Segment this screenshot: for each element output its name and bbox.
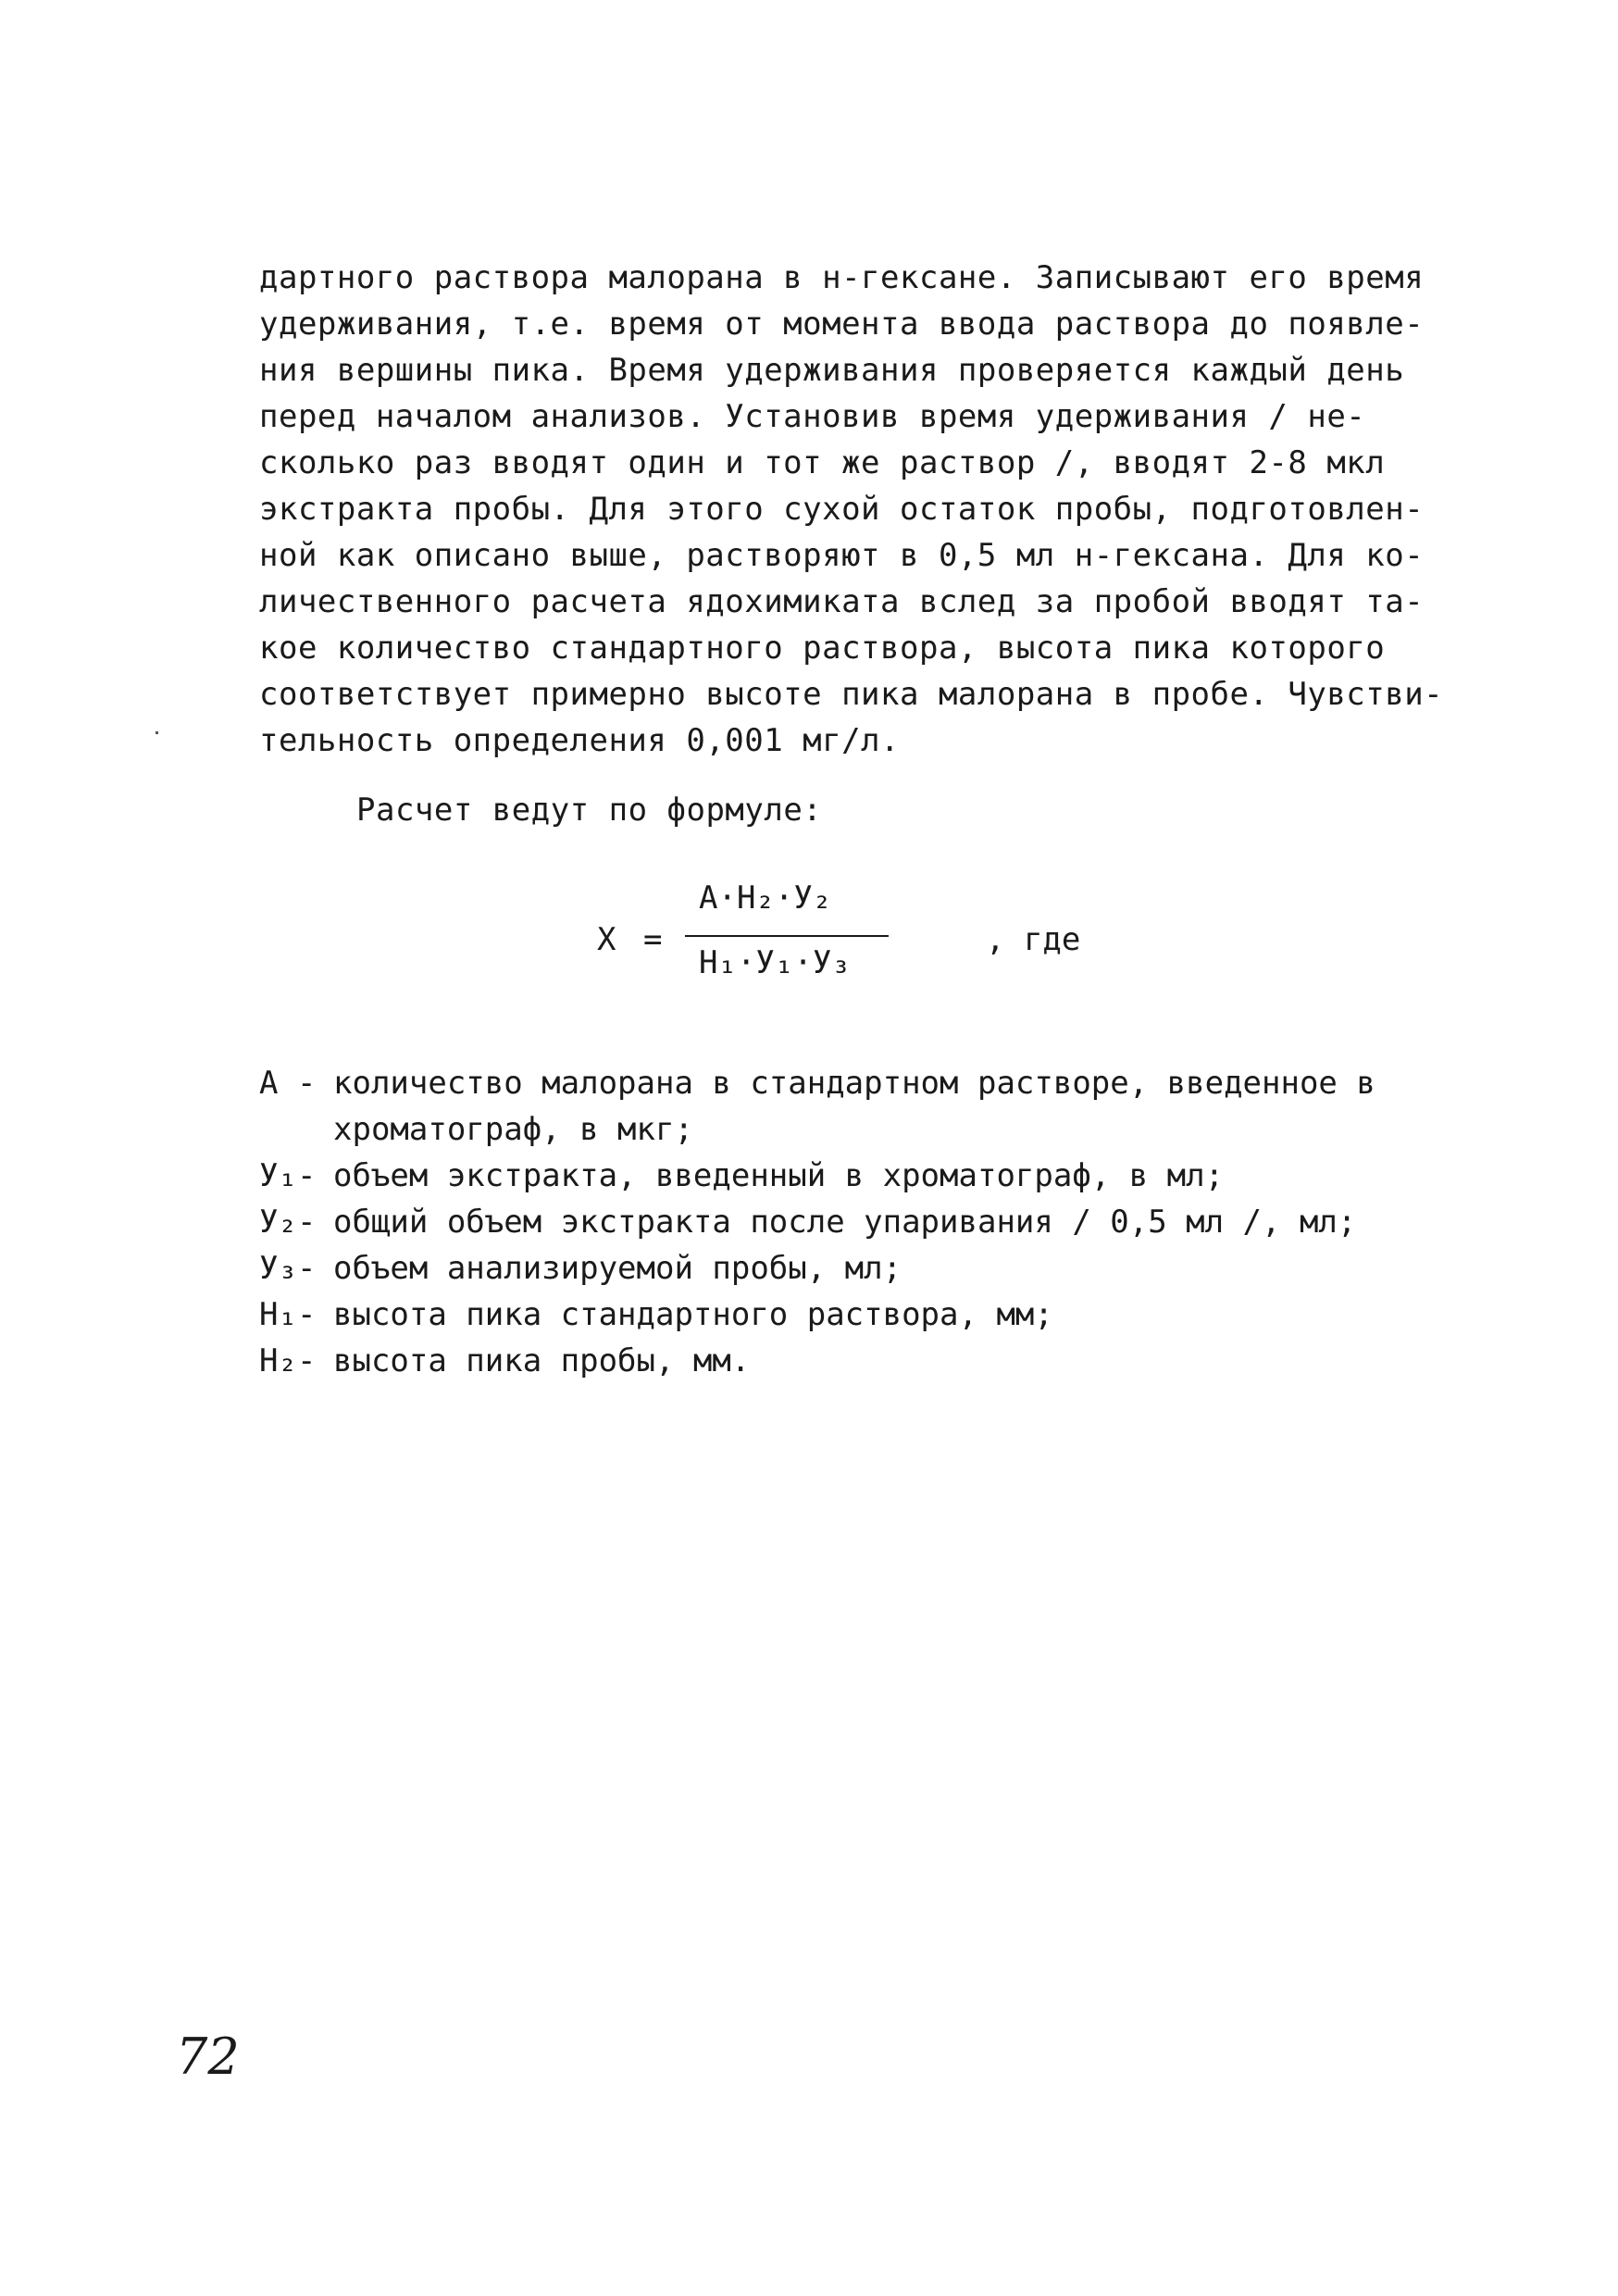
legend-text: высота пика пробы, мм. (333, 1342, 751, 1379)
formula-intro: Расчет ведут по формуле: (356, 792, 823, 829)
formula-where: , где (986, 921, 1081, 958)
legend-text: количество малорана в стандартном растворе, введенное в (333, 1065, 1375, 1102)
paragraph-line: сколько раз вводят один и тот же раствор /, вводят 2-8 мкл (259, 444, 1386, 481)
page-number: 72 (176, 2028, 240, 2086)
legend-item (259, 1292, 1375, 1338)
legend-item (259, 1153, 1375, 1199)
formula-lhs: X (597, 921, 616, 958)
paragraph-line: соответствует примерно высоте пика малорана в пробе. Чувстви- (259, 676, 1444, 713)
paragraph-line: перед началом анализов. Установив время удерживания / не- (259, 398, 1366, 435)
paragraph-line: ной как описано выше, растворяют в 0,5 мл н-гексана. Для ко- (259, 537, 1425, 574)
legend-item (259, 1338, 1375, 1384)
legend-text: общий объем экстракта после упаривания / 0,5 мл /, мл; (333, 1204, 1357, 1241)
variable-legend (259, 1060, 1375, 1384)
legend-text: объем экстракта, введенный в хроматограф, в мл; (333, 1157, 1225, 1194)
legend-symbol: У₁- (259, 1157, 317, 1194)
paragraph-line: тельность определения 0,001 мг/л. (259, 722, 901, 759)
formula (592, 880, 1166, 1018)
legend-text: высота пика стандартного раствора, мм; (333, 1296, 1053, 1333)
formula-equals: = (643, 921, 663, 958)
legend-item (259, 1060, 1375, 1106)
paragraph-line: кое количество стандартного раствора, высота пика которого (259, 630, 1386, 667)
legend-symbol: У₃- (259, 1250, 317, 1287)
legend-item (259, 1199, 1375, 1245)
legend-symbol: H₁- (259, 1296, 317, 1333)
fraction-bar (685, 935, 889, 937)
legend-symbol: A - (259, 1065, 317, 1102)
paragraph-line: личественного расчета ядохимиката вслед за пробой вводят та- (259, 583, 1425, 620)
formula-denominator: H₁·У₁·У₃ (699, 944, 851, 981)
legend-continuation: хроматограф, в мкг; (333, 1111, 693, 1148)
margin-mark (156, 731, 158, 734)
paragraph-line: экстракта пробы. Для этого сухой остаток пробы, подготовлен- (259, 491, 1425, 528)
paragraph-line: дартного раствора малорана в н-гексане. Записывают его время (259, 259, 1425, 296)
legend-symbol: H₂- (259, 1342, 317, 1379)
formula-numerator: A·H₂·У₂ (699, 880, 832, 917)
legend-text: объем анализируемой пробы, мл; (333, 1250, 902, 1287)
paragraph-line: удерживания, т.е. время от момента ввода раствора до появле- (259, 306, 1425, 343)
paragraph-line: ния вершины пика. Время удерживания проверяется каждый день (259, 352, 1405, 389)
legend-item (259, 1245, 1375, 1292)
legend-symbol: У₂- (259, 1204, 317, 1241)
